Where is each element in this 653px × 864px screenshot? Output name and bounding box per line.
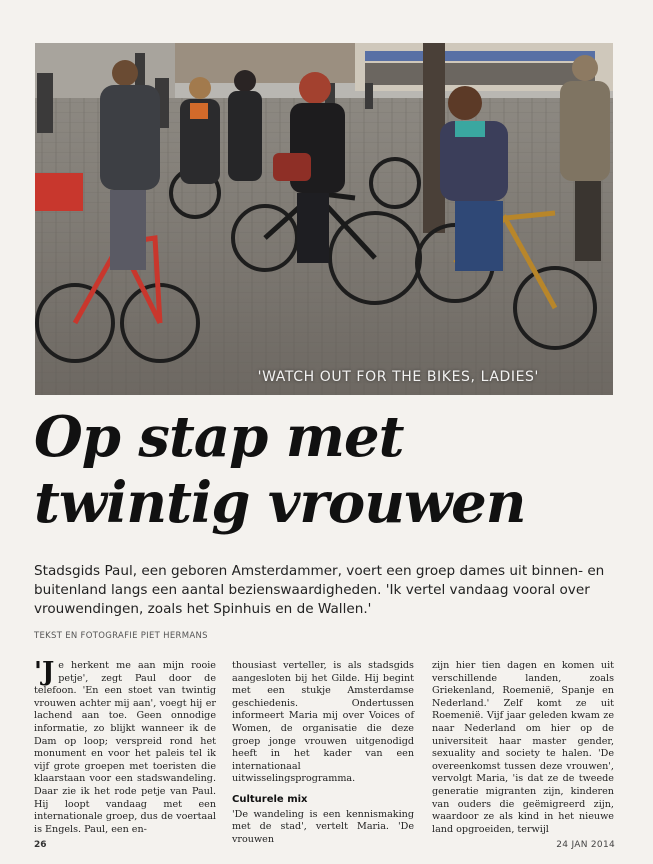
column-2-text: thousiast verteller, is als stadsgids aangesloten bij het Gilde. Hij begint met een stukje Amsterdamse geschiedenis. Ondertussen informeert Maria mij over Voices of Women, de organisatie die deze groep jonge vrouwen uitgenodigd heeft in het kader van een internationaal uitwisselingsprogramma. [232,660,414,785]
column-3-text: zijn hier tien dagen en komen uit verschillende landen, zoals Griekenland, Roemenië, Spanje en Nederland.' Zelf komt ze uit Roemenië. Vijf jaar geleden kwam ze naar Nederland om hier op de universiteit haar master gender, sexuality and society te halen. 'De overeenkomst tussen deze vrouwen', vervolgt Maria, 'is dat ze de tweede generatie migranten zijn, kinderen van ouders die geëmigreerd zijn, waardoor ze als kind in het nieuwe land opgroeiden, terwijl [432,660,614,835]
body-column-3 [432,660,614,836]
page-number: 26 [34,840,47,850]
column-1-text: e herkent me aan mijn rooie petje', zegt Paul door de telefoon. 'En een stoet van twintig vrouwen achter mij aan', voegt hij er lachend aan toe. Geen onnodige informatie, zo blijkt wanneer ik de Dam op loop; verspreid rond het monument en voor het paleis tel ik vijf grote groepen met toeristen die klaarstaan voor een stadswandeling. Daar zie ik het rode petje van Paul. Hij loopt vandaag met een internationale groep, dus de voertaal is Engels. Paul, een en- [34,660,216,835]
title-line-1: Op stap met [34,404,404,470]
article-credit: TEKST EN FOTOGRAFIE PIET HERMANS [34,631,208,641]
column-2-text-continued: 'De wandeling is een kennismaking met de stad', vertelt Maria. 'De vrouwen [232,808,414,845]
body-column-1 [34,657,216,836]
issue-date: 24 JAN 2014 [556,840,615,850]
photo-illustration [35,43,613,395]
title-line-2: twintig vrouwen [34,470,526,536]
drop-cap: 'J [34,657,55,687]
section-subhead: Culturele mix [232,793,308,805]
article-title [34,404,634,536]
article-lead: Stadsgids Paul, een geboren Amsterdammer, voert een groep dames uit binnen- en buitenland langs een aantal bezienswaardigheden. 'Ik vertel vandaag vooral over vrouwendingen, zoals het Spinhuis en de Wallen.' [34,563,605,617]
photo-caption: 'WATCH OUT FOR THE BIKES, LADIES' [257,369,539,385]
article-photo [35,43,613,395]
body-column-2 [232,660,414,846]
